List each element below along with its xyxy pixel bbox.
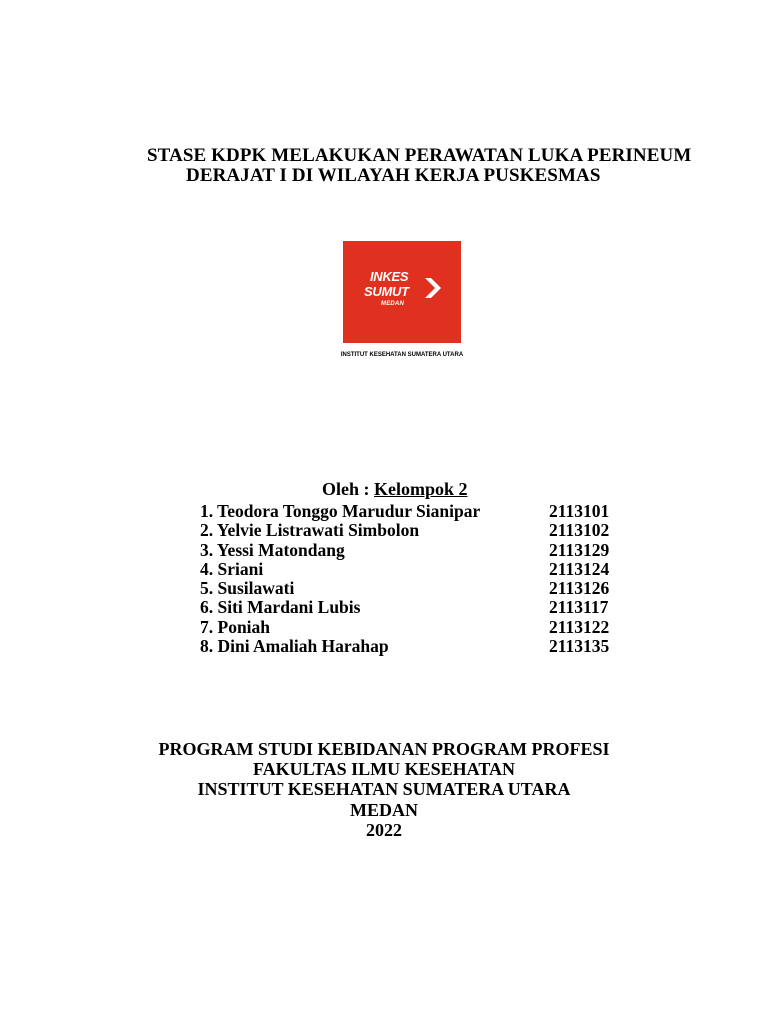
- member-name: 7. Poniah: [200, 616, 271, 637]
- member-row: [200, 579, 620, 598]
- group-name: Kelompok 2: [374, 479, 468, 499]
- institution-footer: [0, 739, 768, 840]
- member-name: 1. Teodora Tonggo Marudur Sianipar: [200, 501, 481, 521]
- member-nim: 2113129: [549, 539, 610, 560]
- member-nim: 2113102: [549, 520, 610, 541]
- member-list: [200, 502, 620, 656]
- footer-faculty: FAKULTAS ILMU KESEHATAN: [252, 759, 516, 780]
- member-row: [200, 560, 620, 579]
- member-row: [200, 541, 620, 560]
- logo-text-inkes: INKES: [370, 269, 409, 284]
- member-name: 3. Yessi Matondang: [200, 539, 345, 560]
- member-name: 5. Susilawati: [200, 578, 295, 599]
- member-nim: 2113117: [549, 597, 609, 618]
- member-row: [200, 502, 620, 521]
- logo-text-sumut: SUMUT: [364, 284, 409, 299]
- footer-program: PROGRAM STUDI KEBIDANAN PROGRAM PROFESI: [158, 739, 610, 759]
- member-row: [200, 618, 620, 637]
- member-name: 2. Yelvie Listrawati Simbolon: [200, 520, 420, 541]
- member-name: 8. Dini Amaliah Harahap: [200, 636, 389, 657]
- member-name: 6. Siti Mardani Lubis: [200, 597, 361, 618]
- footer-year: 2022: [366, 819, 402, 840]
- member-nim: 2113101: [549, 501, 610, 521]
- document-title-line-1: STASE KDPK MELAKUKAN PERAWATAN LUKA PERINEUM: [147, 145, 692, 166]
- footer-institute: INSTITUT KESEHATAN SUMATERA UTARA: [197, 779, 571, 800]
- document-title-line-2: DERAJAT I DI WILAYAH KERJA PUSKESMAS: [186, 165, 601, 186]
- member-row: [200, 598, 620, 617]
- footer-city: MEDAN: [350, 799, 418, 820]
- member-row: [200, 521, 620, 540]
- authors-label: Oleh :: [322, 479, 374, 499]
- authors-heading: [322, 479, 468, 500]
- member-name: 4. Sriani: [200, 558, 264, 579]
- institution-logo: [343, 241, 461, 343]
- logo-text-medan: MEDAN: [381, 301, 404, 307]
- logo-caption: INSTITUT KESEHATAN SUMATERA UTARA: [340, 352, 464, 358]
- member-nim: 2113122: [549, 616, 610, 637]
- member-nim: 2113124: [549, 558, 610, 579]
- member-nim: 2113135: [549, 636, 610, 657]
- member-nim: 2113126: [549, 578, 610, 599]
- chevron-right-icon: [425, 278, 441, 298]
- member-row: [200, 637, 620, 656]
